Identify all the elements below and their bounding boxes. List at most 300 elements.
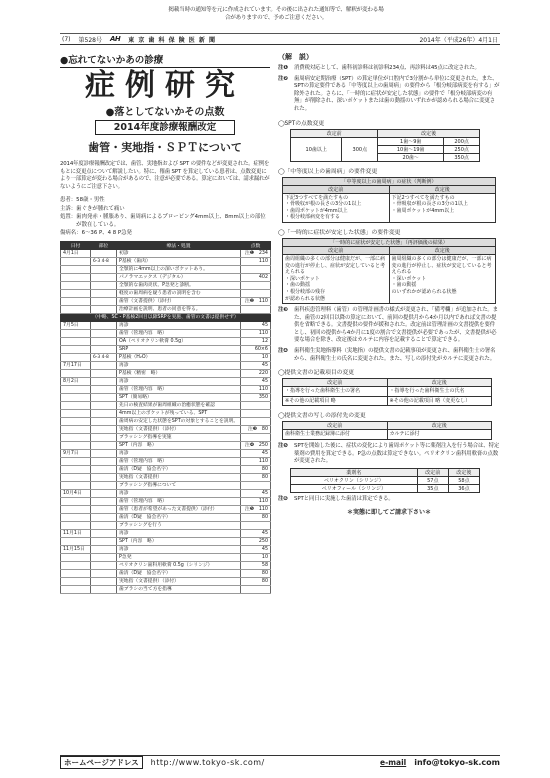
criteria-after: 下記2つすべてを満たすもの ・骨吸収が根の長さの3分の1以上 ・歯周ポケットが4mm以上 [389, 193, 496, 222]
cell-procedure: 歯清（D疑 協会名字） [117, 570, 241, 578]
note-text: 消費税対応として、歯科初診料は初診料234点、再診料は45点に改定された。 [294, 65, 480, 71]
cell-procedure: 再診 [117, 490, 241, 498]
cell-procedure: SRP [117, 346, 241, 354]
cell-part [91, 530, 117, 538]
cell-part [91, 418, 117, 426]
drug-price-table [290, 468, 480, 493]
cell-points: 10 [241, 554, 271, 562]
cell-date [61, 466, 91, 474]
cell-points: 250 [241, 538, 271, 546]
col-before: 改定前 [283, 422, 388, 430]
cell-procedure: ペリオクリン歯科用軟膏 0.5g（シリンジ） [117, 562, 241, 570]
cell-points: 注❺ 110 [241, 506, 271, 514]
cell-date [61, 354, 91, 362]
table-row [61, 346, 271, 354]
cell-procedure: 再診 [117, 546, 241, 554]
cell: 歯科衛生士業務記録簿に添付 [283, 430, 388, 440]
table-row [61, 402, 271, 410]
table-row [61, 474, 271, 482]
table-row [61, 306, 271, 314]
article-right-column [278, 52, 500, 516]
cell-part [91, 490, 117, 498]
table-row [61, 570, 271, 578]
table-row [61, 538, 271, 546]
note-3 [278, 307, 500, 345]
cell-date [61, 498, 91, 506]
cell: ※その他の記載項目 略（変更なし） [387, 396, 492, 406]
col-after: 改定後 [387, 422, 492, 430]
spt-cell: 300点 [342, 137, 378, 161]
cell: カルテに添付 [387, 430, 492, 440]
col-header-date: 日付 [61, 242, 91, 250]
cell-part [91, 442, 117, 450]
cell-points [241, 482, 271, 490]
table-row [61, 530, 271, 538]
table-row [61, 578, 271, 586]
spt-cell: 20歯～ [378, 153, 444, 161]
cell-procedure: 初診 [117, 250, 241, 258]
cell-date [61, 506, 91, 514]
cell-part [91, 378, 117, 386]
page-number: (7) [62, 35, 71, 43]
cell-date [61, 282, 91, 290]
cell-points [241, 266, 271, 274]
cell-points: 45 [241, 450, 271, 458]
cell-points [241, 418, 271, 426]
cell-procedure: 歯管（管理内容 略） [117, 386, 241, 394]
cell-procedure: 歯管（管理内容 略） [117, 498, 241, 506]
spt-cell: 1歯～9歯 [378, 137, 444, 145]
col-before: 改定前 [283, 379, 388, 387]
cell-date: 11月1日 [61, 530, 91, 538]
cell-procedure: 軽度の歯周病を疑う患者の説明を含む [117, 290, 241, 298]
cell-points: 45 [241, 362, 271, 370]
newspaper-masthead [60, 33, 500, 45]
table-row [61, 282, 271, 290]
cell-part [91, 578, 117, 586]
issue-number: 第528号 [78, 36, 102, 44]
patient-info-line: 患者：58歳・男性 [60, 197, 105, 204]
cell-points: 110 [241, 330, 271, 338]
spt-col-after: 改定後 [378, 129, 480, 137]
col-after: 改定後 [389, 185, 496, 193]
note-label: 注❶ [278, 65, 288, 71]
cell-date [61, 394, 91, 402]
cell-points: 注❸ 80 [241, 426, 271, 434]
cell-procedure: SPT（内容 略） [117, 442, 241, 450]
table-row [61, 450, 271, 458]
cell-date [61, 258, 91, 266]
table-row [61, 410, 271, 418]
table-row [61, 426, 271, 434]
attachment-caption: ◯提供文書の写しの添付先の変更 [278, 413, 366, 420]
note-text: 歯科疾患管理料（歯管）の管理計画書の様式が変更され、「備考欄」が追加された。また、歯管の2回目以降の算定において、前回の提供月から4か月以内であれば文書の提供を省略できる。文書提供の要件が緩和された。改定前は管理計画の文書提供を要件とし、初回の提供から4か月に1度の割合で文書提供が必要であったが、文書提供が必要な場合を除き、改定後はカルテに内容を記載することで算定できる。 [294, 307, 498, 344]
table-row [61, 250, 271, 258]
col-header-part: 部位 [91, 242, 117, 250]
cell-date [61, 578, 91, 586]
treatment-record-table [60, 241, 271, 594]
cell-part [91, 538, 117, 546]
moderate-periodontitis-table [282, 177, 496, 223]
spt-points-table [290, 129, 480, 162]
col-header-procedure: 療法・処置 [117, 242, 241, 250]
document-items-table [282, 378, 492, 406]
cell-date [61, 538, 91, 546]
spt-cell: 250点 [444, 145, 480, 153]
cell-procedure: 4mm以上のポケットが残っている、SPT [117, 410, 241, 418]
cell-date [61, 330, 91, 338]
cell: ※その他の記載項目 略 [283, 396, 388, 406]
cell-part [91, 482, 117, 490]
table-row [61, 394, 271, 402]
cell-part [91, 466, 117, 474]
note-label: 注❹ [278, 348, 288, 355]
cell-part [91, 450, 117, 458]
cell-procedure: 先日の検査結果が歯周組織の治癒状態を確認 [117, 402, 241, 410]
cell-part [91, 498, 117, 506]
cell-procedure: P基検（H₂O） [117, 354, 241, 362]
email-label: e-mail [380, 757, 407, 767]
cell-procedure: パノラマエックス（デジタル） [117, 274, 241, 282]
cell-part [91, 274, 117, 282]
cell-date [61, 522, 91, 530]
article-left-column [60, 52, 270, 594]
cell-date [61, 554, 91, 562]
cell-procedure: 実地指（文書提供）（添付） [117, 426, 241, 434]
patient-info-line: が散在している。 [60, 221, 120, 228]
cell-date [61, 570, 91, 578]
cell-date [61, 290, 91, 298]
drug-before: 35点 [417, 484, 448, 492]
cell-part [91, 386, 117, 394]
table-row [61, 290, 271, 298]
cell-date [61, 514, 91, 522]
col-before: 改定前 [417, 468, 448, 476]
cell-part [91, 282, 117, 290]
table-row [61, 354, 271, 362]
cell-points: 402 [241, 274, 271, 282]
cell-points: 注❷ 110 [241, 298, 271, 306]
cell-part [91, 370, 117, 378]
cell-points: 45 [241, 546, 271, 554]
cell-points [241, 282, 271, 290]
cell-procedure: ブラッシングを行う [117, 522, 241, 530]
cell-points: 110 [241, 498, 271, 506]
series-kicker: ●忘れてないかあの診療 [60, 52, 270, 68]
publisher-logo: AH [109, 35, 121, 43]
cell-part [91, 586, 117, 594]
cell-date: 7月5日 [61, 322, 91, 330]
note-label: 注❷ [278, 75, 288, 82]
cell-part [91, 266, 117, 274]
cell-part [91, 338, 117, 346]
cell-procedure: ブラッシング指導について [117, 482, 241, 490]
cell-procedure: OA（ペリオクリン軟膏 0.5g） [117, 338, 241, 346]
col-before: 改定前 [283, 246, 390, 254]
cell-points [241, 410, 271, 418]
table-row [61, 378, 271, 386]
col-header-points: 点数 [241, 242, 271, 250]
note-2 [278, 76, 500, 114]
note-label: 注❸ [278, 307, 288, 314]
cell-points: 45 [241, 378, 271, 386]
note-4 [278, 348, 500, 363]
cell-procedure: 歯管（文書提供）（添付） [117, 298, 241, 306]
table-row [61, 258, 271, 266]
cell-part: 6-3 4-8 [91, 258, 117, 266]
revision-label: 2014年度診療報酬改定 [95, 120, 235, 135]
table-row [61, 362, 271, 370]
publisher-name: 東 京 歯 科 保 険 医 新 聞 [128, 36, 216, 44]
cell-date [61, 562, 91, 570]
col-after: 改定後 [387, 379, 492, 387]
cell: ・指導を行った歯科衛生士の氏名 [387, 387, 492, 397]
table-row [61, 522, 271, 530]
cell-points: 110 [241, 258, 271, 266]
issue-date: 2014年（平成26年）4月1日 [419, 36, 498, 44]
cell-part [91, 298, 117, 306]
cell-points: 80 [241, 578, 271, 586]
commentary-heading: （解 説） [278, 53, 313, 61]
cell-date [61, 418, 91, 426]
moderate-periodontitis-caption: ◯「中等度以上の歯周病」の要件変更 [278, 168, 378, 175]
note-text: SPTと同日に実施した歯清は算定できる。 [294, 495, 394, 502]
table-row [61, 506, 271, 514]
cell-part [91, 546, 117, 554]
drug-name: ペリオクリン（シリンジ） [291, 476, 418, 484]
cell-procedure: 歯管（管理内容 略） [117, 458, 241, 466]
article-subtitle: ●落としてないかその点数 [105, 107, 225, 118]
attachment-table [282, 421, 492, 440]
cell-date [61, 298, 91, 306]
patient-info-line: 主訴：歯ぐきが腫れて痛い [60, 205, 125, 212]
cell-date [61, 474, 91, 482]
cell-points: 110 [241, 458, 271, 466]
table-row [61, 498, 271, 506]
cell-points: 80 [241, 474, 271, 482]
cell-part [91, 330, 117, 338]
col-drug: 薬剤名 [291, 468, 418, 476]
cell-date [61, 434, 91, 442]
cell-part [91, 562, 117, 570]
cell-date [61, 346, 91, 354]
col-after: 改定後 [448, 468, 479, 476]
criteria-after: 歯周組織の多くの部分は健康だが、一部に病変の進行が停止し、症状が安定していると考えられる ・深いポケット ・歯の動揺 のいずれかが認められる状態 [389, 254, 496, 303]
cell-procedure: P基検（精密 略） [117, 370, 241, 378]
criteria-before: 歯周組織の多くの部分は健康だが、一部に病変の進行が停止し、症状が安定していると考えられる ・深いポケット ・歯の動揺 ・根分岐部の残存 が認められる状態 [283, 254, 390, 303]
cell-points: 350 [241, 394, 271, 402]
table-row [61, 266, 271, 274]
col-after: 改定後 [389, 246, 496, 254]
cell-part [91, 458, 117, 466]
cell-part [91, 346, 117, 354]
closing-remark: ＊実態に即してご請求下さい＊ [346, 509, 431, 517]
email-link[interactable]: info@tokyo-sk.com [414, 757, 500, 767]
cell-points: 110 [241, 386, 271, 394]
spt-cell: 350点 [444, 153, 480, 161]
drug-after: 58点 [448, 476, 479, 484]
spt-cell: 10歯～19歯 [378, 145, 444, 153]
cell-date [61, 266, 91, 274]
cell-points [241, 522, 271, 530]
table-row [61, 434, 271, 442]
cell-points: 80 [241, 570, 271, 578]
patient-info-line: 傷病名：6～36 P、4 8 P急発 [60, 230, 132, 237]
cell-date [61, 402, 91, 410]
drug-before: 57点 [417, 476, 448, 484]
article-title: 症例研究 [85, 68, 245, 103]
cell-date [61, 338, 91, 346]
cell-part [91, 522, 117, 530]
table-row [61, 338, 271, 346]
cell-points: 12 [241, 338, 271, 346]
cell-part [91, 394, 117, 402]
document-items-caption: ◯提供文書の記載項目の変更 [278, 370, 355, 377]
drug-name: ペリオフィール（シリンジ） [291, 484, 418, 492]
cell-part [91, 402, 117, 410]
cell-points [241, 402, 271, 410]
cell-points: 10 [241, 354, 271, 362]
table-row [61, 370, 271, 378]
cell-date [61, 442, 91, 450]
table-row [61, 322, 271, 330]
cell-points: 注❹ 250 [241, 442, 271, 450]
treatment-record-body [61, 250, 271, 594]
cell-procedure: P基検（歯肉） [117, 258, 241, 266]
cell-date [61, 458, 91, 466]
patient-info [60, 196, 270, 237]
cell-part [91, 506, 117, 514]
table-row [61, 562, 271, 570]
table-row [61, 442, 271, 450]
cell-date: 11月15日 [61, 546, 91, 554]
cell-date [61, 386, 91, 394]
cell-points: 45 [241, 490, 271, 498]
table-row [61, 466, 271, 474]
cell-points: 80 [241, 466, 271, 474]
cell-part [91, 322, 117, 330]
cell-procedure: ブラッシング指導を実施 [117, 434, 241, 442]
cell-date [61, 482, 91, 490]
cell-procedure: 治療計画を説明、患者の同意を得る。 [117, 306, 241, 314]
table-row [61, 514, 271, 522]
note-1 [278, 65, 500, 73]
cell-part [91, 250, 117, 258]
spt-cell: 200点 [444, 137, 480, 145]
table-row [61, 482, 271, 490]
table-row [61, 490, 271, 498]
note-label: 注❻ [278, 495, 288, 502]
cell-procedure: 歯清（D疑 協会名字） [117, 466, 241, 474]
cell-points: 60×6 [241, 346, 271, 354]
cell-points: 注❶ 234 [241, 250, 271, 258]
note-5 [278, 443, 500, 466]
cell-procedure: 実地指（文書提供） [117, 474, 241, 482]
cell-points: 45 [241, 322, 271, 330]
table-row [61, 586, 271, 594]
page-footer [60, 755, 500, 768]
cell-procedure: 実地指（文書提供）（添付） [117, 578, 241, 586]
note-text: SPTを開始した後に、症状の変化により歯周ポケット等に薬剤注入を行う場合は、特定薬剤の費用を算定できる。P急の点数は算定できない。ペリオクリン歯科用軟膏の点数が変更された。 [294, 443, 500, 465]
cell-procedure: 再診 [117, 530, 241, 538]
cell-part [91, 306, 117, 314]
cell-procedure: 再診 [117, 322, 241, 330]
cell-procedure: SPT（簡易略） [117, 394, 241, 402]
cell-procedure: 歯周病の安定した状態をSPTの対象とすることを説明。 [117, 418, 241, 426]
table-row [61, 274, 271, 282]
col-before: 改定前 [283, 185, 390, 193]
cell-points: 220 [241, 370, 271, 378]
table-title: 「中等度以上の歯周病」の症状（判断例） [283, 177, 496, 185]
cell-points [241, 290, 271, 298]
note-text: 歯科衛生実地指導料（実地指）の提供文書の記載事項が変更され、歯科衛生士の署名から、歯科衛生士の氏名に変更された。また、写しの添付先がカルテに変更された。 [294, 348, 496, 362]
stable-state-caption: ◯「一時的に症状が安定した状態」の要件変更 [278, 229, 401, 236]
cell-procedure: 再診 [117, 378, 241, 386]
table-row [61, 298, 271, 306]
table-row [61, 330, 271, 338]
cell-part [91, 410, 117, 418]
note-text: 歯周病安定期治療（SPT）の算定単位が口腔内で3分割から単位に変更された。また、SPTの算定要件である「中等度以上の歯周病」の要件から「根分岐部病変を有する」が除外された。さらに、「一時的に症状が安定した状態」の要件で「根分岐部病変の有無」が削除され、深いポケットまたは歯の動揺のいずれかが認められる場合に変更された。 [294, 75, 500, 112]
cell-date [61, 426, 91, 434]
cell-procedure: 歯管（管理内容 略） [117, 330, 241, 338]
spt-points-caption: ◯SPTの点数変更 [278, 120, 325, 127]
cell-date: 4月1日 [61, 250, 91, 258]
note-6 [278, 496, 500, 504]
cell-procedure: 全顎的に4mm以上の深いポケットあり。 [117, 266, 241, 274]
homepage-link[interactable]: http://www.tokyo-sk.com/ [150, 757, 265, 767]
cell-points: 80 [241, 514, 271, 522]
cell-procedure: 歯管（患者が希望があった文書提供）（添付） [117, 506, 241, 514]
table-row [61, 458, 271, 466]
table-row [61, 418, 271, 426]
cell-part: 6-3 4-8 [91, 354, 117, 362]
cell-points: 45 [241, 530, 271, 538]
homepage-label: ホームページアドレス [60, 756, 143, 769]
cell-part [91, 474, 117, 482]
criteria-before: 下記3つすべてを満たすもの ・骨吸収が根の長さの3分の1以上 ・歯周ポケットが4mm以上 ・根分岐部病変を有する [283, 193, 390, 222]
cell-part [91, 554, 117, 562]
cell-procedure: SPT（内容 略） [117, 538, 241, 546]
table-row [61, 546, 271, 554]
table-separator-row [61, 314, 271, 322]
cell-part [91, 434, 117, 442]
article-intro: 2014年度診療報酬改定では、歯管、実地指および SPT の要件などが変更された。症例をもとに変更点について解説したい。特に、罹歯 SPT を算定している患者は、点数変更により一部算定が変わる場合があるので、注意が必要である。算定においては、請求漏れがないようにご注意下さい。 [60, 161, 270, 190]
cell-date: 10月4日 [61, 490, 91, 498]
cell: ・指導を行った歯科衛生士の署名 [283, 387, 388, 397]
cell-date [61, 410, 91, 418]
cell-procedure: 再診 [117, 450, 241, 458]
spt-cell: 10歯以上 [291, 137, 342, 161]
cell-date: 7月17日 [61, 362, 91, 370]
cell-date [61, 274, 91, 282]
separator-text: （中略、SC・P基検2回目以降SRPを実施、歯管の文書は提供せず） [61, 314, 271, 322]
cell-date [61, 370, 91, 378]
reprint-notice: 掲載当時の通知等を元に作成されています。その後に出された通知等で、解釈が変わる場合がありますので、予めご注意ください。 [168, 7, 384, 21]
note-label: 注❺ [278, 443, 288, 450]
cell-part [91, 290, 117, 298]
spt-col-before: 改定前 [291, 129, 378, 137]
drug-after: 36点 [448, 484, 479, 492]
cell-points [241, 586, 271, 594]
cell-procedure: 再診 [117, 362, 241, 370]
patient-info-line: 処置：歯肉発赤・腫脹あり、歯周病によるプロービング4mm以上、8mm以上の部位 [60, 213, 266, 220]
cell-date: 8月2日 [61, 378, 91, 386]
cell-procedure: 全顎的な歯肉炎状、P急発と診断。 [117, 282, 241, 290]
stable-state-table [282, 238, 496, 304]
cell-part [91, 362, 117, 370]
cell-part [91, 570, 117, 578]
cell-points [241, 434, 271, 442]
